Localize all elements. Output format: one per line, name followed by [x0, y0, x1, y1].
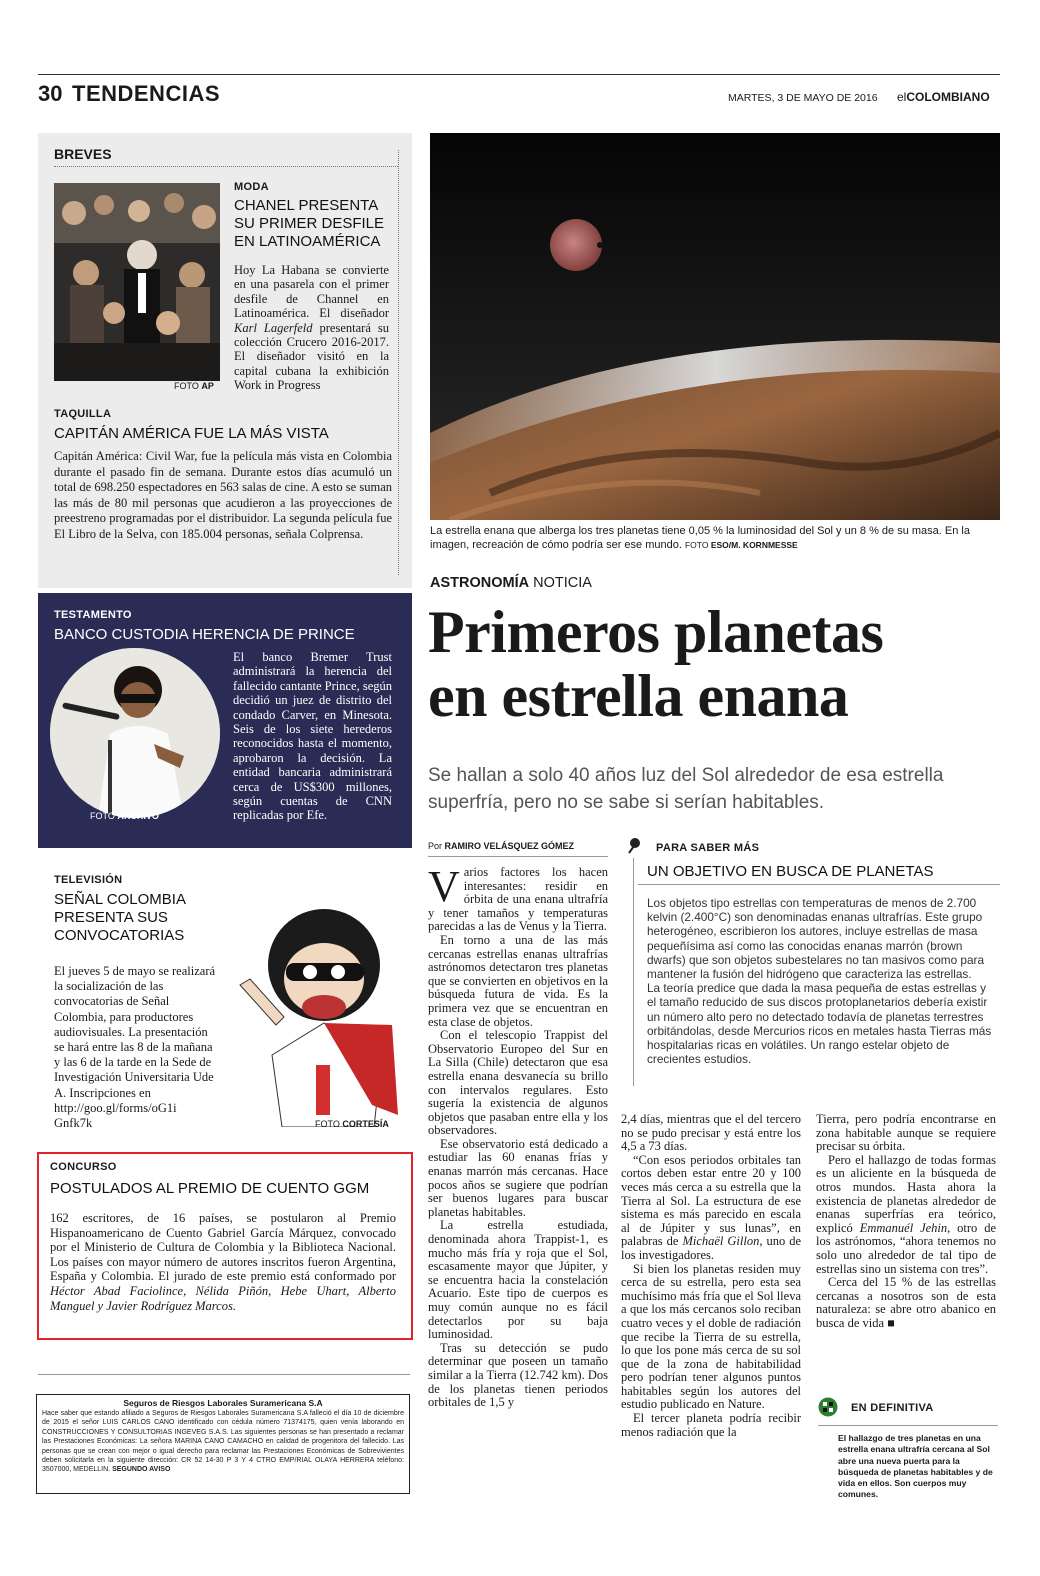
definitiva-icon — [818, 1397, 838, 1417]
main-photo-caption — [430, 524, 1000, 553]
caption-text: La estrella enana que alberga los tres planetas tiene 0,05 % la luminosidad del Sol y un 8 % de su masa. En la imagen, recreación de cómo podría ser ese mundo. — [430, 525, 970, 552]
story-paragraph: 2,4 días, mientras que el del tercero no se pudo precisar y está entre los 4,5 a 73 días. — [621, 1112, 801, 1154]
header-rule — [38, 74, 1000, 75]
concurso-headline: POSTULADOS AL PREMIO DE CUENTO GGM — [50, 1180, 370, 1197]
story-paragraph: Tierra, pero podría encontrarse en zona habitable aunque se requiere precisar su órbita. — [816, 1112, 996, 1154]
brand-name: COLOMBIANO — [906, 90, 990, 104]
photo-label: FOTO — [90, 811, 118, 821]
section-name: TENDENCIAS — [72, 81, 221, 106]
sidebar-divider — [633, 858, 634, 1086]
byline-prefix: Por — [428, 841, 445, 851]
moda-photo-credit — [174, 381, 214, 391]
checker-badge-icon — [818, 1397, 838, 1417]
definitiva-rule — [818, 1425, 998, 1426]
dropcap: V — [428, 862, 460, 911]
story-paragraph: En torno a una de las más cercanas estrellas enanas ultrafrías astrónomos detectaron tres planetas que se convierten en objetivos en la búsqueda futura de vida. Es la primera vez que se encuentran en esta clase de objetos. — [428, 932, 608, 1029]
testamento-photo-credit — [90, 811, 159, 821]
pushpin-icon — [625, 836, 643, 854]
testamento-body: El banco Bremer Trust administrará la herencia del fallecido cantante Prince, según decidió un juez de distrito del condado Carver, en Minesota. Seis de los siete herederos reconocidos hasta el momento, aprobaron la decisión. La entidad bancaria administrará cerca de US$300 millones, según cuentas de CNN replicadas por Efe. — [233, 650, 392, 823]
paragraph-text: , uno de los investigadores. — [621, 1234, 801, 1262]
aviso-tag: SEGUNDO AVISO — [112, 1466, 171, 1474]
aviso-title: Seguros de Riesgos Laborales Suramericana S.A — [123, 1398, 323, 1408]
breves-title-rule — [54, 166, 398, 167]
concurso-jury-names: Héctor Abad Faciolince, Nélida Piñón, Hebe Uhart, Alberto Manguel y Javier Rodríguez Marcos. — [50, 1283, 396, 1313]
planet-surface-illustration — [430, 133, 1000, 520]
byline — [428, 841, 574, 851]
moda-kicker: MODA — [234, 181, 269, 193]
moda-body-text-1: Hoy La Habana se convierte en una pasarela con el primer desfile de Channel en Latinoamérica. El diseñador — [234, 263, 389, 321]
concurso-body-text: 162 escritores, de 16 países, se postularon al Premio Hispanoamericano de Cuento Gabriel García Márquez, convocado por el Ministerio de Cultura de Colombia y la Biblioteca Nacional. Los países con mayor número de autores inscritos fueron Argentina, España y Colombia. El jurado de este premio está conformado por — [50, 1211, 396, 1284]
quoted-name: Emmanuél Jehin — [859, 1220, 948, 1235]
moda-body-text-2: presentará su colección Crucero 2016-2017. El diseñador visitó en la capital cubana la exhibición Work in Progress — [234, 320, 389, 393]
sidebar-body — [647, 896, 993, 1066]
story-paragraph: El tercer planeta podría recibir menos radiación que la — [621, 1411, 801, 1439]
television-kicker: TELEVISIÓN — [54, 874, 123, 886]
brand-prefix: el — [897, 90, 907, 104]
concurso-body — [50, 1211, 396, 1313]
page-number: 30 — [38, 81, 63, 106]
cartoon-illustration — [232, 905, 404, 1127]
story-paragraph — [428, 862, 608, 934]
quoted-name: Michaël Gillon — [682, 1234, 760, 1249]
aviso-body — [42, 1409, 404, 1475]
television-body: El jueves 5 de mayo se realizará la socialización de las convocatorias de Señal Colombia, para productores audiovisuales. La presentación se hará entre las 8 de la mañana y las 6 de la tarde en la Sede de Investigación Universitaria Ude A. Inscripciones en http://goo.gl/forms/oG1i Gnfk7k — [54, 964, 216, 1131]
story-paragraph — [816, 1154, 996, 1276]
taquilla-body: Capitán América: Civil War, fue la película más vista en Colombia durante el pasado fin de semana. Durante estos días acumuló un total de 698.250 espectadores en 563 salas de cine. A esto se suman las más de 80 mil personas que acudieron a las proyecciones de preestreno programadas por el distribuidor. La segunda película fue El Libro de la Selva, con 185.004 personas, señala Colprensa. — [54, 449, 392, 541]
story-paragraph — [816, 1276, 996, 1330]
pin-glyph — [625, 836, 643, 854]
sidebar-headline-rule — [638, 884, 1000, 885]
moda-body — [234, 263, 389, 393]
definitiva-kicker: EN DEFINITIVA — [851, 1402, 934, 1414]
byline-rule — [428, 856, 608, 857]
prince-photo — [50, 648, 220, 818]
paragraph-text: Pero el hallazgo de todas formas es un aliciente en la búsqueda de otros mundos. Hasta ahora la existencia de planetas alrededor de enanas superfrías era teórico, explicó — [816, 1152, 996, 1235]
television-photo-credit — [315, 1119, 389, 1129]
sidebar-paragraph: La teoría predice que dada la masa pequeña de estas estrellas y el tamaño reducido de sus discos protoplanetarios debería existir un número alto pero no detectado todavía de planetas terrestres orbitándolas, desde Mercurios ricos en metales hasta Tierras más hospitalarias ricas en volátiles. Un rango estelar objeto de crecientes estudios. — [647, 981, 992, 1067]
testamento-kicker: TESTAMENTO — [54, 609, 132, 621]
paragraph-text: Cerca del 15 % de las estrellas cercanas a nosotros son de esta naturaleza: se abre otro abanico en busca de vida — [816, 1275, 996, 1330]
story-paragraph: Si bien los planetas residen muy cerca de su estrella, pero esta sea muchísimo más fría que el Sol lleva a que los más cercanos solo reciban cuatro veces y el doble de radiación que recibe la Tierra de su estrella, lo que los pone más cerca de su sol que de la zona de habitabilidad pero podrían tener algunos puntos habitables según los autores del estudio publicado en Nature. — [621, 1261, 801, 1412]
end-mark: ■ — [887, 1315, 895, 1330]
story-column-1 — [428, 862, 608, 1410]
photo-credit: CORTESÍA — [342, 1119, 389, 1129]
story-column-3 — [816, 1113, 996, 1331]
moda-photo — [54, 183, 220, 381]
story-paragraph: La estrella estudiada, denominada ahora Trappist-1, es mucho más fría y roja que el Sol, escasamente mayor que Júpiter, y se encuentra hacia la constelación Acuario. Este tipo de cuerpos es muy común aunque no es fácil detectarlos por su baja luminosidad. — [428, 1218, 608, 1342]
photo-credit: ARCHIVO — [117, 811, 159, 821]
taquilla-kicker: TAQUILLA — [54, 408, 112, 420]
section-type: NOTICIA — [533, 575, 592, 591]
sidebar-headline: UN OBJETIVO EN BUSCA DE PLANETAS — [647, 863, 934, 880]
paragraph-text: arios factores los hacen interesantes: residir en órbita de una enana ultrafría y tener tamaños y temperaturas parecidas a las de Venus y la Tierra. — [428, 865, 608, 934]
taquilla-headline: CAPITÁN AMÉRICA FUE LA MÁS VISTA — [54, 425, 329, 442]
headline-line-1: Primeros planetas — [428, 599, 884, 665]
sidebar-paragraph: Los objetos tipo estrellas con temperaturas de menos de 2.700 kelvin (2.400°C) son denominadas enanas ultrafrías. Este grupo heterogéneo, escribieron los autores, incluye estrellas de masa pequeñísima así como las conocidas enanas marrón (brown dwarfs) que son objetos subestelares no tan masivos como para mantener la fusión del hidrógeno que caracteriza las estrellas. — [647, 896, 985, 982]
fashion-show-photo — [54, 183, 220, 381]
masthead-brand — [897, 90, 990, 104]
main-photo — [430, 133, 1000, 520]
story-paragraph: Tras su detección se pudo determinar que poseen un tamaño similar a la Tierra (12.742 km). Dos de los planetas tienen periodos orbitales de 1,5 y — [428, 1340, 608, 1410]
section-tag: ASTRONOMÍA — [430, 575, 530, 591]
moda-headline: CHANEL PRESENTA SU PRIMER DESFILE EN LATINOAMÉRICA — [234, 197, 385, 250]
story-paragraph — [621, 1154, 801, 1263]
testamento-headline: BANCO CUSTODIA HERENCIA DE PRINCE — [54, 626, 355, 643]
prince-portrait — [50, 648, 220, 818]
television-headline: SEÑAL COLOMBIA PRESENTA SUS CONVOCATORIAS — [54, 891, 186, 944]
aviso-top-rule — [38, 1374, 410, 1375]
caption-photo-label: FOTO — [684, 540, 711, 551]
paragraph-text: “Con esos periodos orbitales tan cortos deben estar entre 20 y 100 veces más cerca a su estrella que la Tierra al Sol. La estructura de ese sistema es más parecido en escala al de Júpiter y sus lunas”, en palabras de — [621, 1152, 801, 1249]
definitiva-body: El hallazgo de tres planetas en una estrella enana ultrafría cercana al Sol abre una nueva puerta para la búsqueda de planetas habitables y de vida en ellos. Son cuerpos muy comunes. — [838, 1433, 993, 1500]
masked-cartoon-character — [232, 905, 404, 1127]
headline-line-2: en estrella enana — [428, 663, 849, 729]
concurso-kicker: CONCURSO — [50, 1161, 117, 1173]
breves-dotted-divider — [398, 150, 399, 575]
main-subheadline: Se hallan a solo 40 años luz del Sol alrededor de esa estrella superfría, pero no se sabe si serían habitables. — [428, 765, 944, 813]
photo-label: FOTO — [315, 1119, 343, 1129]
story-paragraph: Con el telescopio Trappist del Observatorio Europeo del Sur en La Silla (Chile) detectaron que esa estrella enana desvanecía su brillo con intervalos regulares. Esto sugería la existencia de algunos objetos que pasaban entre ella y los observadores. — [428, 1028, 608, 1138]
moda-body-name: Karl Lagerfeld — [234, 320, 313, 335]
photo-label: FOTO — [174, 381, 202, 391]
section-tag-line — [430, 575, 592, 591]
photo-credit: AP — [201, 381, 214, 391]
paragraph-text: , otro de los astrónomos, “ahora tenemos no solo uno alrededor de tal tipo de estrellas sino un sistema con tres”. — [816, 1220, 997, 1276]
caption-credit: ESO/M. KORNMESSE — [710, 540, 798, 551]
main-headline — [428, 600, 883, 728]
issue-date: MARTES, 3 DE MAYO DE 2016 — [728, 92, 878, 104]
byline-name: RAMIRO VELÁSQUEZ GÓMEZ — [444, 841, 575, 851]
breves-title: BREVES — [54, 146, 112, 162]
story-paragraph: Ese observatorio está dedicado a estudiar las 60 enanas frías y enanas marrón más cercanas. Hace pocos años se sugiere que podrían ser buenos lugares para buscar planetas habitables. — [428, 1136, 608, 1219]
story-column-2 — [621, 1113, 801, 1439]
aviso-body-text: Hace saber que estando afiliado a Seguros de Riesgos Laborales Suramericana S.A falleció el día 10 de diciembre de 2015 el señor LUIS CARLOS CANO identificado con cédula número 71374175, quien venía laborando en CONSTRUCCIONES Y CONSULTORIAS INGEVEG S.A.S. Las siguientes personas se han presentado a reclamar las Prestaciones Económicas: La señora MARINA CANO CAMACHO en calidad de progenitora del fallecido. Las personas que se crean con mejor o igual derecho para reclamar las Prestaciones Económicas de Sobrevivientes deben solicitarla en la siguiente dirección: CR 52 14-30 P 3 Y 4 CTRO EMP/RIAL OLAYA HERRERA teléfono: 3507000, MEDELLIN. — [42, 1410, 404, 1474]
sidebar-kicker: PARA SABER MÁS — [656, 842, 760, 854]
